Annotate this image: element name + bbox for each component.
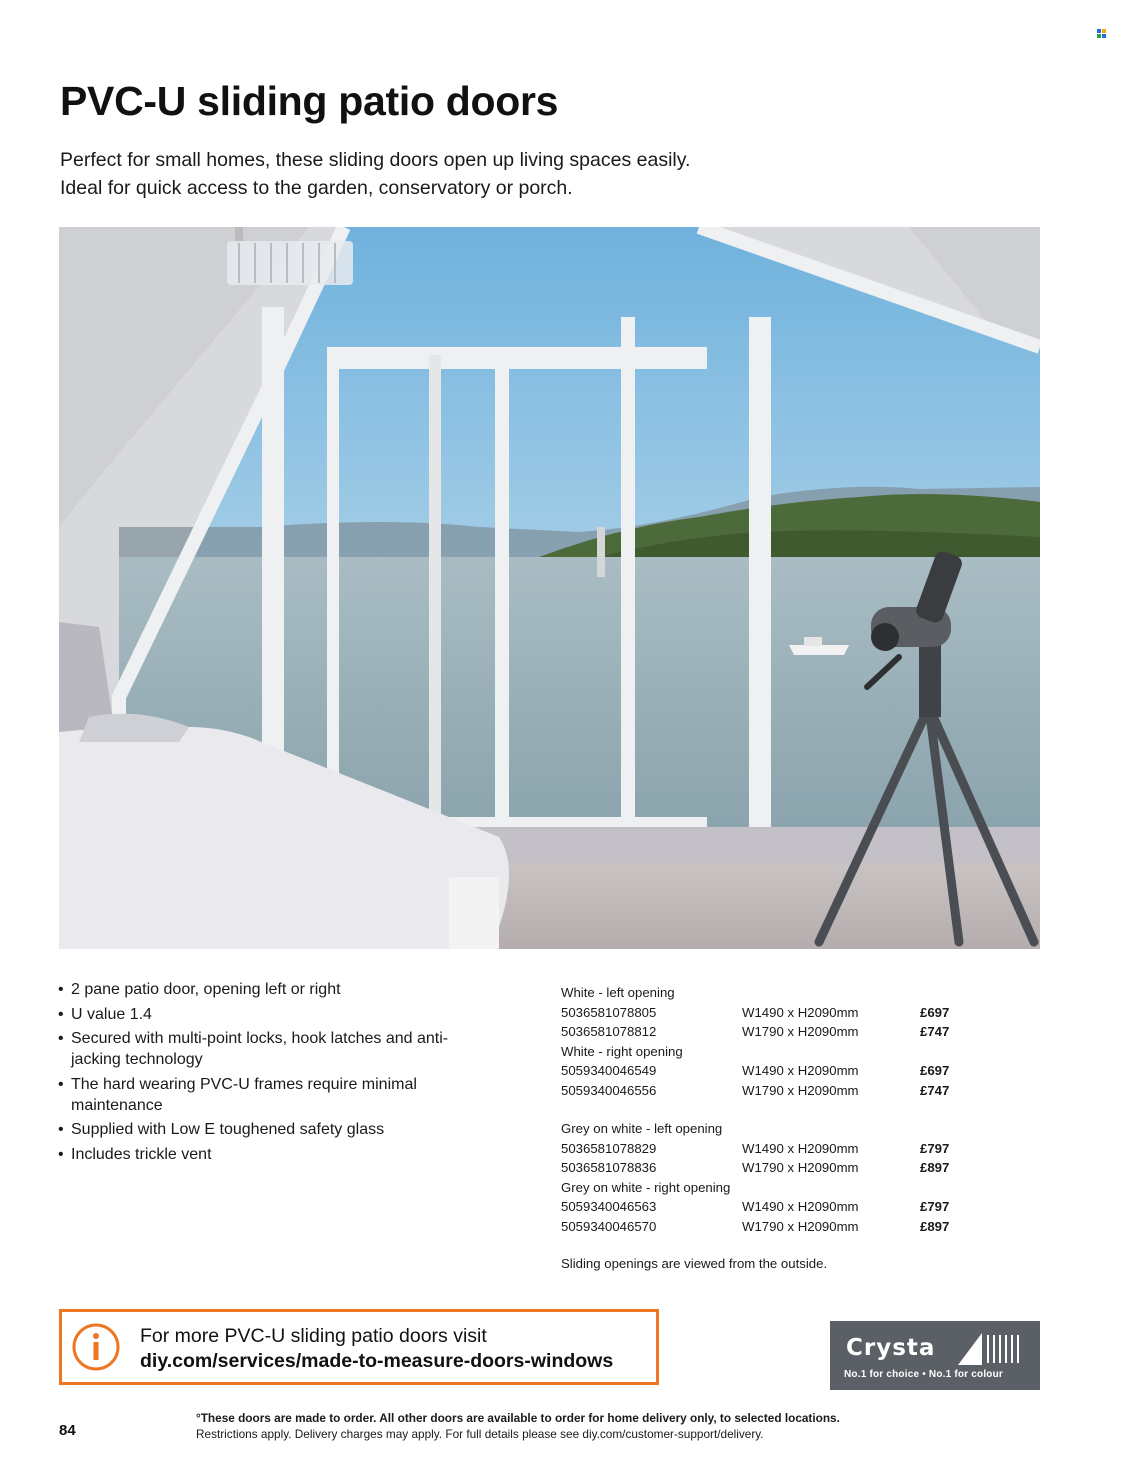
opening-note: Sliding openings are viewed from the outside. (561, 1256, 828, 1271)
table-row (561, 1197, 981, 1217)
feature-item: • Secured with multi-point locks, hook latches and anti-jacking technology (58, 1028, 478, 1070)
intro-line: Perfect for small homes, these sliding doors open up living spaces easily. (60, 149, 691, 171)
crystal-logo (830, 1321, 1040, 1390)
product-size: W1490 x H2090mm (742, 1140, 859, 1156)
product-price: £747 (920, 1024, 950, 1039)
table-row (561, 1158, 981, 1178)
product-price: £697 (920, 1004, 950, 1020)
group-label: White - left opening (561, 985, 675, 1000)
product-code: 5036581078805 (561, 1004, 657, 1020)
page-title: PVC-U sliding patio doors (60, 78, 559, 124)
product-code: 5036581078829 (561, 1140, 657, 1156)
product-price: £797 (920, 1199, 950, 1214)
product-size: W1490 x H2090mm (742, 1063, 859, 1078)
group-label: White - right opening (561, 1043, 683, 1059)
logo-tagline: No.1 for choice • No.1 for colour (844, 1369, 1004, 1380)
product-group-white-right (561, 1042, 981, 1101)
product-code: 5059340046563 (561, 1199, 657, 1214)
feature-item: • The hard wearing PVC-U frames require minimal maintenance (58, 1074, 478, 1116)
product-code: 5059340046556 (561, 1082, 657, 1098)
feature-item: • Includes trickle vent (58, 1144, 478, 1165)
feature-item: • U value 1.4 (58, 1004, 478, 1025)
product-size: W1790 x H2090mm (742, 1082, 859, 1098)
footnote (196, 1410, 956, 1442)
product-code: 5036581078812 (561, 1024, 657, 1039)
table-row (561, 1061, 981, 1081)
info-text (140, 1324, 613, 1374)
product-size: W1790 x H2090mm (742, 1160, 859, 1175)
table-row (561, 1217, 981, 1237)
product-price: £697 (920, 1063, 950, 1078)
product-group-white-left (561, 983, 981, 1042)
product-size: W1790 x H2090mm (742, 1218, 859, 1234)
info-link[interactable]: diy.com/services/made-to-measure-doors-windows (140, 1350, 614, 1372)
product-price: £797 (920, 1140, 950, 1156)
bedroom-sea-view-photo (59, 227, 1040, 949)
info-banner (59, 1309, 659, 1385)
feature-item: • 2 pane patio door, opening left or right (58, 979, 478, 1000)
feature-item: • Supplied with Low E toughened safety glass (58, 1119, 478, 1140)
logo-wordmark: Crysta (846, 1335, 936, 1361)
group-label: Grey on white - right opening (561, 1179, 731, 1195)
intro-text (60, 146, 880, 202)
hero-image (59, 227, 1040, 949)
product-price: £747 (920, 1082, 950, 1098)
group-label: Grey on white - left opening (561, 1121, 723, 1136)
product-group-grey-right (561, 1178, 981, 1237)
info-icon (71, 1322, 121, 1372)
table-row (561, 1022, 981, 1042)
product-code: 5036581078836 (561, 1160, 657, 1175)
footnote-line: Restrictions apply. Delivery charges may apply. For full details please see diy.com/customer-support/delivery. (196, 1427, 764, 1441)
table-row (561, 1003, 981, 1023)
product-size: W1790 x H2090mm (742, 1024, 859, 1039)
product-code: 5059340046570 (561, 1218, 657, 1234)
footnote-line: °These doors are made to order. All other doors are available to order for home delivery only, to selected locations. (196, 1411, 840, 1425)
product-price: £897 (920, 1218, 950, 1234)
page-number: 84 (59, 1422, 76, 1439)
table-row (561, 1139, 981, 1159)
corner-mark (1097, 29, 1106, 38)
logo-mark-icon (948, 1331, 1032, 1365)
product-size: W1490 x H2090mm (742, 1199, 859, 1214)
product-size: W1490 x H2090mm (742, 1004, 859, 1020)
feature-list (58, 979, 478, 1168)
product-table (561, 983, 981, 1236)
table-row (561, 1081, 981, 1101)
product-group-grey-left (561, 1119, 981, 1178)
product-price: £897 (920, 1160, 950, 1175)
intro-line: Ideal for quick access to the garden, conservatory or porch. (60, 177, 573, 199)
product-code: 5059340046549 (561, 1063, 657, 1078)
info-line: For more PVC-U sliding patio doors visit (140, 1325, 487, 1347)
